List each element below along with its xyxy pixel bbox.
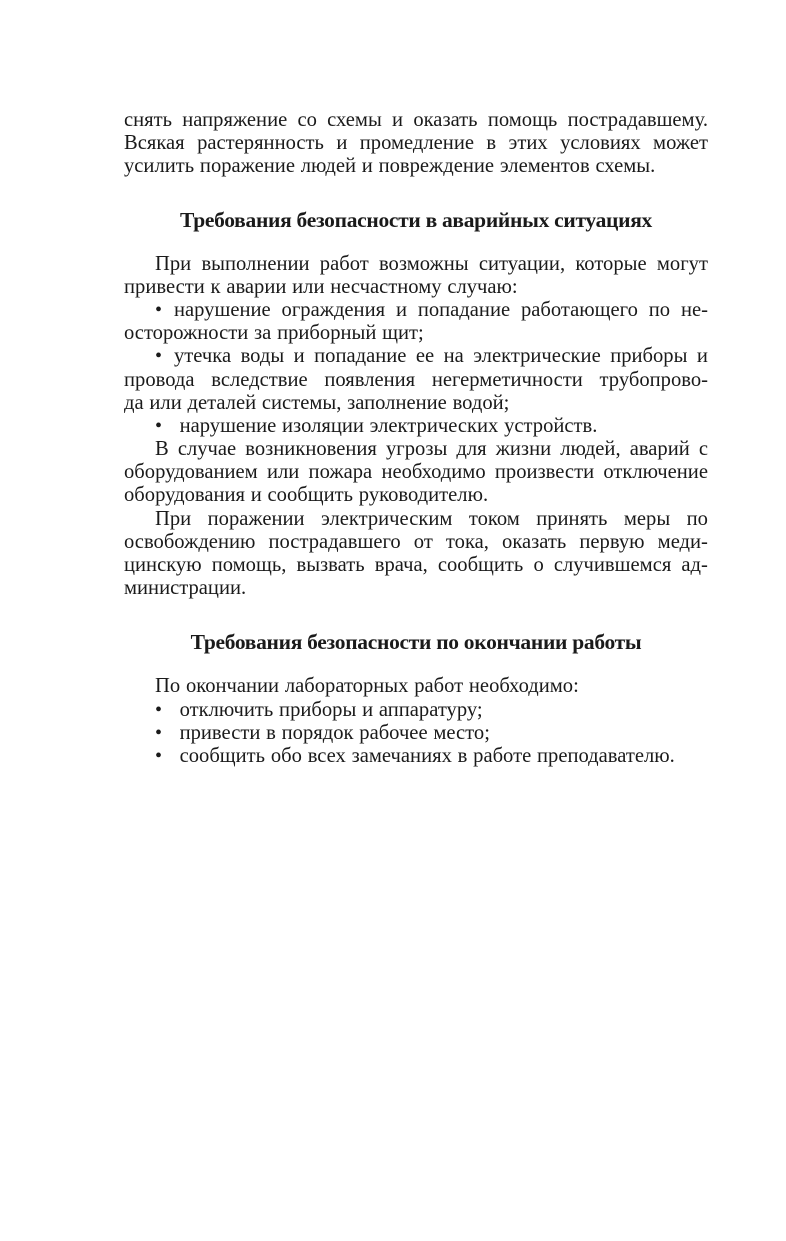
section-end-of-work-body xyxy=(124,675,708,768)
text-line: привести к аварии или несчастному случаю: xyxy=(124,275,518,298)
list-item xyxy=(124,415,708,438)
list-item xyxy=(124,722,708,745)
text-line: отключить приборы и аппаратуру; xyxy=(179,698,483,721)
bullet-icon: • xyxy=(155,298,163,321)
text-line: осторожности за приборный щит; xyxy=(124,322,424,345)
text-line: При выполнении работ возможны ситуации, которые могут xyxy=(155,252,708,275)
text-line: нарушение ограждения и попадание работающего по не- xyxy=(174,298,708,321)
list-item xyxy=(124,745,708,768)
document-page xyxy=(124,109,708,768)
text-line: да или деталей системы, заполнение водой; xyxy=(124,391,510,414)
text-line: оборудованием или пожара необходимо произвести отключение xyxy=(124,461,708,484)
section-heading-emergency: Требования безопасности в аварийных ситуациях xyxy=(179,207,652,232)
intro-paragraph xyxy=(124,109,708,179)
text-line: министрации. xyxy=(124,577,247,600)
text-line: цинскую помощь, вызвать врача, сообщить о случившемся ад- xyxy=(124,554,708,576)
bullet-icon: • xyxy=(155,721,163,744)
list-item xyxy=(124,699,708,722)
bullet-icon: • xyxy=(155,345,163,368)
bullet-icon: • xyxy=(155,414,163,437)
text-line: сообщить обо всех замечаниях в работе преподавателю. xyxy=(179,744,675,767)
text-line: снять напряжение со схемы и оказать помощь пострадавшему. xyxy=(124,109,708,131)
bullet-icon: • xyxy=(155,744,163,767)
text-line: оборудования и сообщить руководителю. xyxy=(124,484,489,507)
text-line: привести в порядок рабочее место; xyxy=(179,721,490,744)
text-line: В случае возникновения угрозы для жизни людей, аварий с xyxy=(155,438,708,461)
text-line: По окончании лабораторных работ необходимо: xyxy=(155,675,579,698)
text-line: утечка воды и попадание ее на электрические приборы и xyxy=(174,345,708,368)
text-line: Всякая растерянность и промедление в этих условиях может xyxy=(124,132,708,155)
text-line: провода вследствие появления негерметичности трубопрово- xyxy=(124,368,708,391)
text-line: нарушение изоляции электрических устройств. xyxy=(179,414,598,437)
text-line: усилить поражение людей и повреждение элементов схемы. xyxy=(124,155,656,178)
list-item xyxy=(124,299,708,345)
text-line: При поражении электрическим током принять меры по xyxy=(155,507,708,530)
bullet-icon: • xyxy=(155,698,163,721)
section-heading-end-of-work: Требования безопасности по окончании работы xyxy=(190,630,642,655)
section-emergency-body xyxy=(124,253,708,601)
text-line: освобождению пострадавшего от тока, оказать первую меди- xyxy=(124,530,708,553)
list-item xyxy=(124,345,708,415)
